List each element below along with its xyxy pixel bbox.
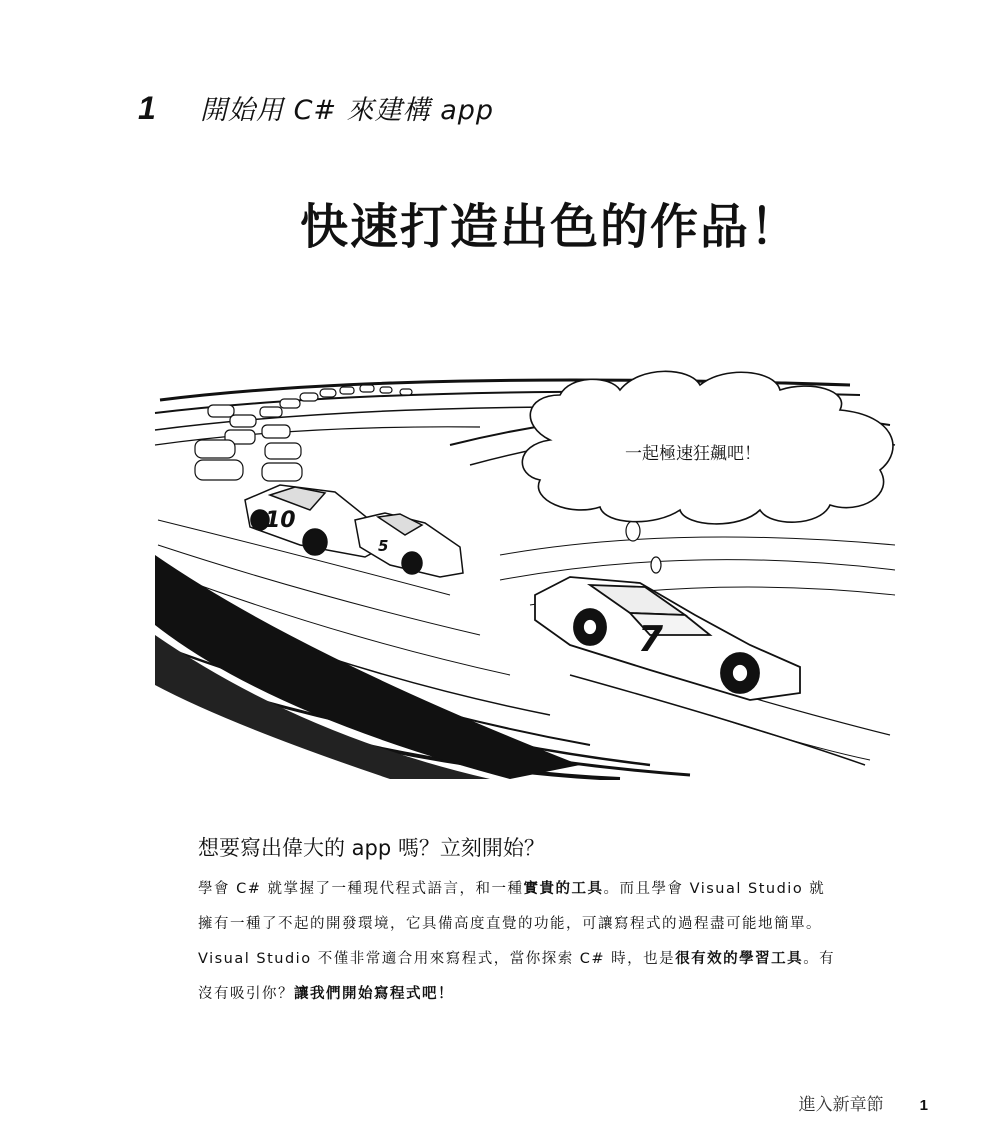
car-7-number: 7: [638, 619, 664, 660]
chapter-header: [138, 88, 494, 127]
car-5: [355, 513, 463, 577]
section-heading: 想要寫出偉大的 app 嗎？立刻開始？: [198, 836, 545, 860]
chapter-number: 1: [138, 90, 156, 126]
body-text-bold-2: 很有效的學習工具: [675, 951, 804, 967]
thought-dots: [626, 521, 661, 573]
footer-label: 進入新章節: [798, 1095, 884, 1115]
race-car-illustration: [150, 295, 900, 780]
page-number: 1: [919, 1097, 928, 1114]
car-5-number: 5: [378, 537, 389, 555]
body-text-part-3: 。有沒有吸引你？: [198, 951, 836, 1002]
page-headline: 快速打造出色的作品！: [299, 199, 800, 255]
car-7: [535, 577, 800, 700]
body-text-part-2: 。而且學會 Visual Studio 就擁有一種了不起的開發環境，它具備高度直覺的功能，可讓寫程式的過程盡可能地簡單。Visual Studio 不僅非常適合用來寫程式，當你探索 C# 時，也是: [198, 881, 826, 967]
speech-bubble-text: 一起極速狂飆吧！: [625, 444, 761, 464]
distant-cars: [195, 385, 412, 481]
page-footer: [799, 1090, 928, 1115]
car-10-number: 10: [265, 508, 296, 533]
body-text-bold-1: 實貴的工具: [523, 881, 604, 897]
body-text-bold-3: 讓我們開始寫程式吧！: [294, 986, 454, 1002]
body-paragraph: [198, 872, 838, 1012]
chapter-title: 開始用 C# 來建構 app: [200, 95, 495, 126]
body-text-part-1: 學會 C# 就掌握了一種現代程式語言，和一種: [198, 881, 524, 897]
